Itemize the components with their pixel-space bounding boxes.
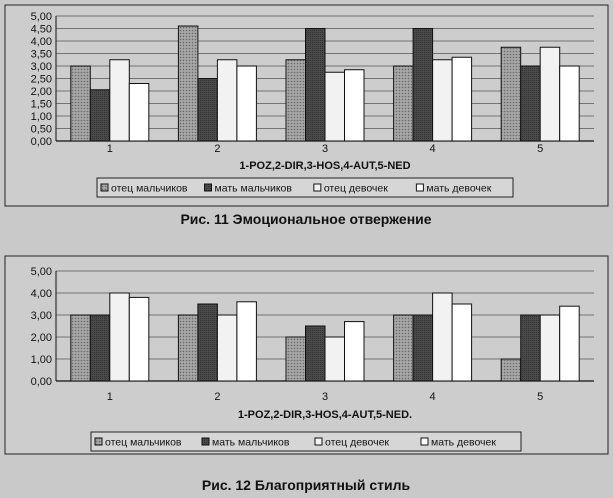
y-tick-label: 5,00 bbox=[30, 11, 52, 23]
legend-swatch-mother-girls bbox=[421, 438, 428, 445]
bar-father-girls-1 bbox=[110, 293, 130, 381]
y-tick-label: 3,50 bbox=[30, 48, 52, 61]
bar-mother-girls-4 bbox=[452, 304, 472, 381]
legend-swatch-father-girls bbox=[315, 438, 322, 445]
bar-mother-boys-2 bbox=[198, 79, 218, 142]
bar-mother-boys-4 bbox=[413, 315, 433, 381]
y-tick-label: 0,00 bbox=[30, 136, 52, 148]
bar-father-boys-2 bbox=[178, 315, 198, 381]
bar-father-girls-3 bbox=[325, 337, 345, 381]
legend-label-mother-boys: мать мальчиков bbox=[214, 182, 292, 195]
bar-father-girls-2 bbox=[217, 315, 237, 381]
legend-label-father-boys: отец мальчиков bbox=[111, 182, 188, 195]
bar-mother-boys-5 bbox=[521, 315, 541, 381]
bar-father-boys-5 bbox=[501, 47, 521, 141]
bar-mother-girls-2 bbox=[237, 302, 257, 381]
x-tick-label: 5 bbox=[537, 143, 544, 155]
legend-swatch-mother-boys bbox=[202, 438, 209, 445]
bar-mother-boys-5 bbox=[521, 66, 541, 141]
bar-father-boys-1 bbox=[71, 66, 91, 141]
y-tick-label: 3,00 bbox=[30, 310, 52, 322]
bar-father-boys-4 bbox=[394, 315, 414, 381]
legend-swatch-mother-girls bbox=[416, 184, 423, 191]
bar-father-boys-4 bbox=[394, 66, 414, 141]
bar-father-boys-3 bbox=[286, 337, 306, 381]
bar-mother-girls-3 bbox=[345, 322, 365, 381]
bar-father-girls-3 bbox=[325, 72, 345, 141]
bar-father-boys-2 bbox=[178, 26, 198, 141]
x-tick-label: 4 bbox=[429, 391, 436, 403]
y-tick-label: 2,00 bbox=[30, 86, 52, 98]
x-tick-label: 1 bbox=[106, 143, 113, 155]
bar-father-boys-3 bbox=[286, 60, 306, 141]
y-tick-label: 5,00 bbox=[30, 266, 52, 278]
y-tick-label: 1,00 bbox=[30, 111, 52, 123]
x-tick-label: 5 bbox=[537, 391, 544, 403]
legend-label-father-girls: отец девочек bbox=[325, 436, 390, 449]
bar-father-girls-4 bbox=[433, 293, 453, 381]
bar-father-girls-1 bbox=[110, 60, 130, 141]
y-tick-label: 2,50 bbox=[30, 73, 52, 86]
bar-mother-girls-5 bbox=[560, 306, 580, 381]
bar-mother-girls-2 bbox=[237, 66, 257, 141]
y-tick-label: 0,00 bbox=[30, 376, 52, 388]
bar-mother-girls-1 bbox=[129, 297, 149, 381]
legend-swatch-father-boys bbox=[101, 184, 108, 191]
legend-label-father-boys: отец мальчиков bbox=[105, 436, 182, 449]
x-tick-label: 3 bbox=[321, 391, 329, 403]
bar-father-boys-1 bbox=[71, 315, 91, 381]
chart-2 bbox=[5, 256, 608, 493]
y-tick-label: 4,50 bbox=[30, 23, 52, 36]
figure-caption: Рис. 11 Эмоциональное отвержение bbox=[180, 211, 432, 227]
x-tick-label: 4 bbox=[429, 143, 436, 155]
legend-label-father-girls: отец девочек bbox=[323, 182, 388, 195]
bar-father-girls-5 bbox=[540, 315, 560, 381]
x-tick-label: 1 bbox=[106, 391, 113, 403]
y-tick-label: 3,00 bbox=[30, 61, 52, 73]
x-tick-label: 3 bbox=[321, 143, 329, 155]
x-axis-label: 1-POZ,2-DIR,3-HOS,4-AUT,5-NED bbox=[239, 160, 411, 172]
bar-father-boys-5 bbox=[501, 359, 521, 381]
y-tick-label: 4,00 bbox=[30, 288, 52, 300]
y-tick-label: 4,00 bbox=[30, 36, 52, 48]
bar-father-girls-5 bbox=[540, 47, 560, 141]
x-tick-label: 2 bbox=[214, 391, 221, 403]
figure-caption: Рис. 12 Благоприятный стиль bbox=[201, 477, 411, 493]
bar-father-girls-4 bbox=[433, 60, 453, 141]
bar-mother-boys-4 bbox=[413, 29, 433, 142]
legend-label-mother-girls: мать девочек bbox=[426, 182, 492, 195]
y-tick-label: 2,00 bbox=[30, 332, 52, 344]
bar-mother-boys-3 bbox=[306, 29, 326, 142]
x-tick-label: 2 bbox=[214, 143, 221, 155]
legend-label-mother-girls: мать девочек bbox=[431, 436, 496, 449]
chart-1 bbox=[5, 5, 608, 227]
bar-mother-girls-5 bbox=[560, 66, 580, 141]
bar-mother-girls-3 bbox=[345, 70, 365, 141]
x-axis-label: 1-POZ,2-DIR,3-HOS,4-AUT,5-NED. bbox=[237, 409, 413, 421]
bar-mother-boys-1 bbox=[90, 315, 110, 381]
legend-swatch-father-boys bbox=[95, 438, 102, 445]
y-tick-label: 0,50 bbox=[30, 123, 52, 136]
bar-father-girls-2 bbox=[217, 60, 237, 141]
bar-mother-girls-4 bbox=[452, 57, 472, 141]
y-tick-label: 1,50 bbox=[30, 98, 52, 111]
bar-mother-girls-1 bbox=[129, 84, 149, 142]
bar-mother-boys-3 bbox=[306, 326, 326, 381]
bar-mother-boys-1 bbox=[90, 90, 110, 141]
bar-mother-boys-2 bbox=[198, 304, 218, 381]
legend-label-mother-boys: мать мальчиков bbox=[212, 436, 290, 449]
legend-swatch-mother-boys bbox=[205, 184, 212, 191]
legend-swatch-father-girls bbox=[314, 184, 321, 191]
y-tick-label: 1,00 bbox=[30, 354, 52, 366]
